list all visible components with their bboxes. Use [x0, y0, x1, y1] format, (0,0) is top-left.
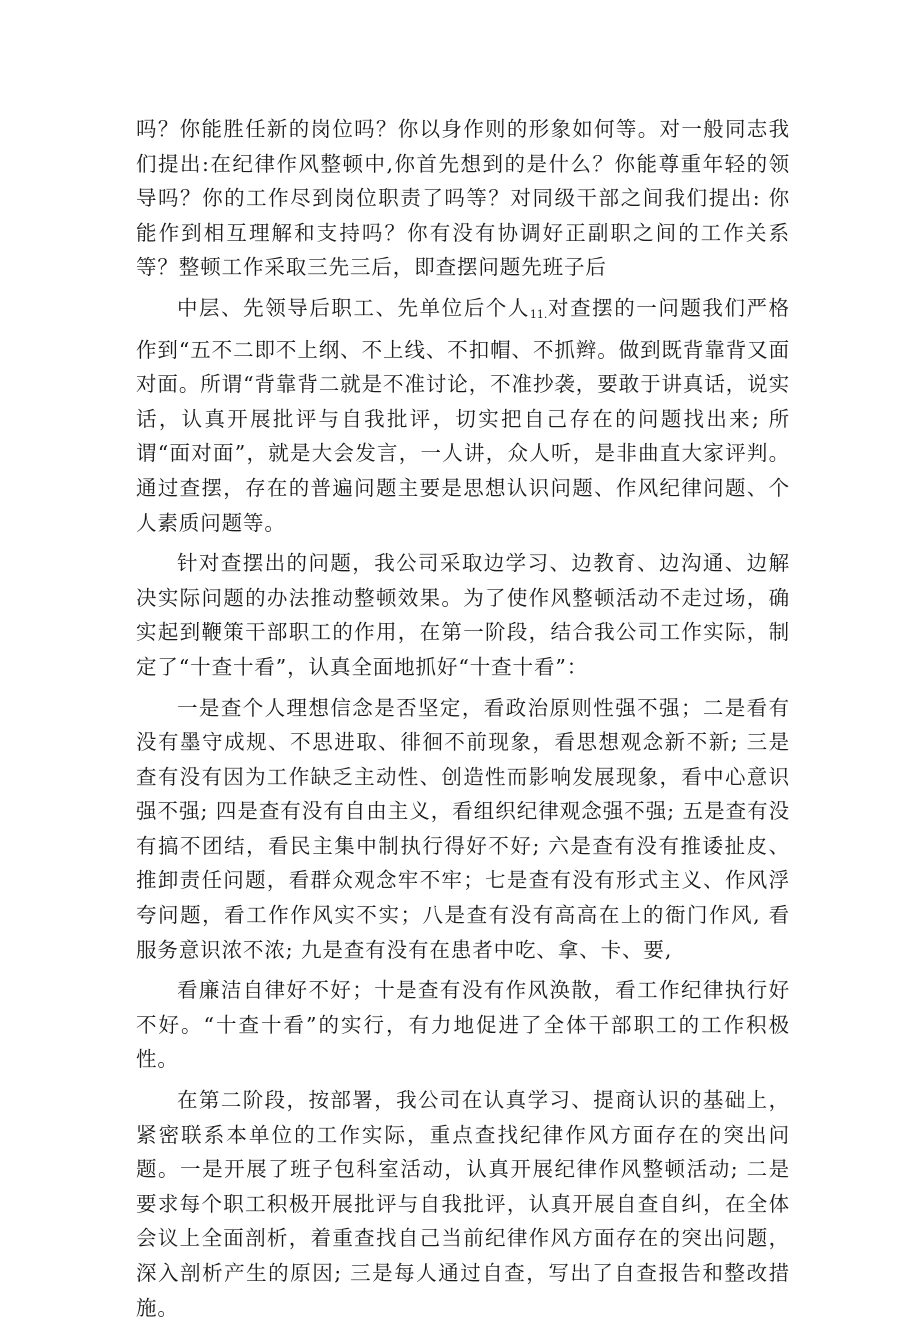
paragraph-4-text: 一是查个人理想信念是否坚定，看政治原则性强不强；二是看有没有墨守成规、不思进取、徘徊不前现象，看思想观念新不新; 三是查有没有因为工作缺乏主动性、创造性而影响发展现象，看中心意识强不强; 四是查有没有自由主义，看组织纪律观念强不强; 五是查有没有搞不团结，看民主集中制执行得好不好; 六是查有没有推诿扯皮、推卸责任问题，看群众观念牢不牢；七是查有没有形式主义、作风浮夸问题，看工作作风实不实；八是查有没有高高在上的衙门作风, 看服务意识浓不浓; 九是查有没有在患者中吃、拿、卡、要,	[136, 695, 790, 962]
paragraph-6-text: 在第二阶段，按部署，我公司在认真学习、提商认识的基础上，紧密联系本单位的工作实际，重点查找纪律作风方面存在的突出问题。一是开展了班子包科室活动，认真开展纪律作风整顿活动; 二是要求每个职工积极开展批评与自我批评，认真开展自查自纠，在全体会议上全面剖析，着重查找自己当前纪律作风方面存在的突出问题，深入剖析产生的原因; 三是每人通过自查，写出了自查报告和整改措施。	[136, 1088, 790, 1320]
footnote-marker: 11.	[529, 307, 548, 321]
paragraph-1	[136, 112, 790, 285]
paragraph-3-text: 针对查摆出的问题，我公司采取边学习、边教育、边沟通、边解决实际问题的办法推动整顿效果。为了使作风整顿活动不走过场，确实起到鞭策干部职工的作用，在第一阶段，结合我公司工作实际，制定了“十查十看”，认真全面地抓好“十查十看”：	[136, 551, 790, 679]
paragraph-5-text: 看廉洁自律好不好；十是查有没有作风涣散，看工作纪律执行好不好。“十查十看”的实行，有力地促进了全体干部职工的工作积极性。	[136, 978, 790, 1072]
paragraph-1-text: 吗？你能胜任新的岗位吗？你以身作则的形象如何等。对一般同志我们提出:在纪律作风整顿中,你首先想到的是什么？你能尊重年轻的领导吗？你的工作尽到岗位职责了吗等？对同级干部之间我们提出: 你能作到相互理解和支持吗？你有没有协调好正副职之间的工作关系等？整顿工作采取三先三后，即查摆问题先班子后	[136, 117, 790, 280]
paragraph-2	[136, 291, 790, 540]
document-page	[136, 112, 790, 1331]
paragraph-2-text-after: 对查摆的一问题我们严格作到“五不二即不上纲、不上线、不扣帽、不抓辫。做到既背靠背又面对面。所谓“背靠背二就是不准讨论，不准抄袭，要敢于讲真话，说实话，认真开展批评与自我批评，切实把自己存在的问题找出来; 所谓“面对面”，就是大会发言，一人讲，众人听，是非曲直大家评判。通过查摆，存在的普遍问题主要是思想认识问题、作风纪律问题、个人素质问题等。	[136, 295, 790, 535]
paragraph-5	[136, 973, 790, 1077]
paragraph-3	[136, 546, 790, 684]
paragraph-4	[136, 691, 790, 968]
paragraph-6	[136, 1083, 790, 1325]
paragraph-2-text-before: 中层、先领导后职工、先单位后个人	[177, 295, 530, 320]
